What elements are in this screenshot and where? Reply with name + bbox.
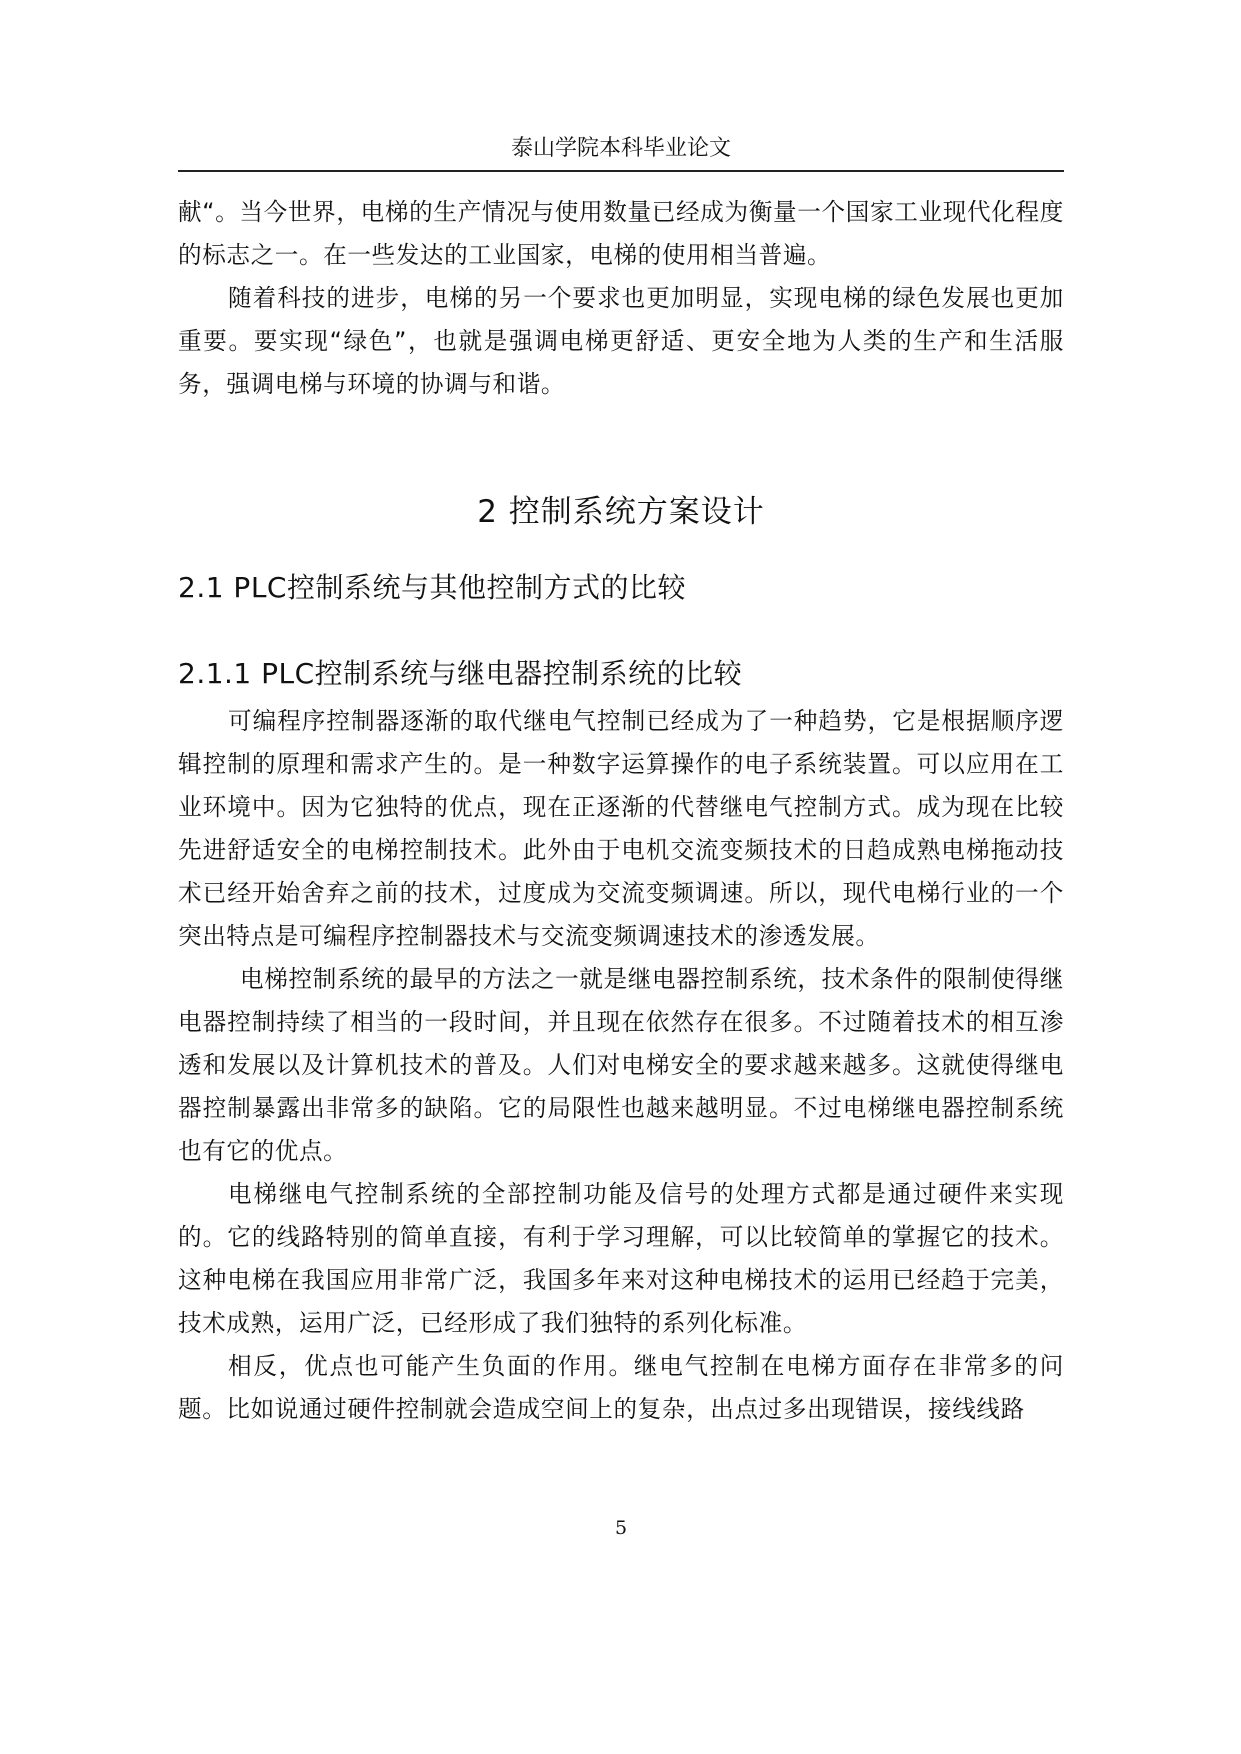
paragraph-intro-continuation: 献“。当今世界，电梯的生产情况与使用数量已经成为衡量一个国家工业现代化程度的标志之一。在一些发达的工业国家，电梯的使用相当普遍。 [178, 198, 1064, 269]
paragraph-relay-history: 电梯控制系统的最早的方法之一就是继电器控制系统，技术条件的限制使得继电器控制持续了相当的一段时间，并且现在依然存在很多。不过随着技术的相互渗透和发展以及计算机技术的普及。人们对电梯安全的要求越来越多。这就使得继电器控制暴露出非常多的缺陷。它的局限性也越来越明显。不过电梯继电器控制系统也有它的优点。 [178, 965, 1064, 1165]
paragraph-green-elevator: 随着科技的进步，电梯的另一个要求也更加明显，实现电梯的绿色发展也更加重要。要实现“绿色”，也就是强调电梯更舒适、更安全地为人类的生产和生活服务，强调电梯与环境的协调与和谐。 [178, 284, 1064, 398]
paragraph-relay-drawbacks: 相反，优点也可能产生负面的作用。继电气控制在电梯方面存在非常多的问题。比如说通过硬件控制就会造成空间上的复杂，出点过多出现错误，接线线路 [178, 1352, 1064, 1423]
main-text-block [178, 700, 1064, 1431]
paragraph-relay-advantages: 电梯继电气控制系统的全部控制功能及信号的处理方式都是通过硬件来实现的。它的线路特别的简单直接，有利于学习理解，可以比较简单的掌握它的技术。这种电梯在我国应用非常广泛，我国多年来对这种电梯技术的运用已经趋于完美，技术成熟，运用广泛，已经形成了我们独特的系列化标准。 [178, 1180, 1064, 1337]
section-heading: 2.1 PLC控制系统与其他控制方式的比较 [178, 571, 686, 604]
page-number: 5 [614, 1517, 628, 1539]
header-rule [178, 170, 1064, 172]
paragraph-plc-intro: 可编程序控制器逐渐的取代继电气控制已经成为了一种趋势，它是根据顺序逻辑控制的原理和需求产生的。是一种数字运算操作的电子系统装置。可以应用在工业环境中。因为它独特的优点，现在正逐渐的代替继电气控制方式。成为现在比较先进舒适安全的电梯控制技术。此外由于电机交流变频技术的日趋成熟电梯拖动技术已经开始舍弃之前的技术，过度成为交流变频调速。所以，现代电梯行业的一个突出特点是可编程序控制器技术与交流变频调速技术的渗透发展。 [178, 707, 1064, 950]
running-header: 泰山学院本科毕业论文 [510, 136, 731, 161]
intro-text-block [178, 191, 1064, 406]
chapter-heading: 2 控制系统方案设计 [477, 494, 765, 530]
subsection-heading: 2.1.1 PLC控制系统与继电器控制系统的比较 [178, 657, 743, 690]
